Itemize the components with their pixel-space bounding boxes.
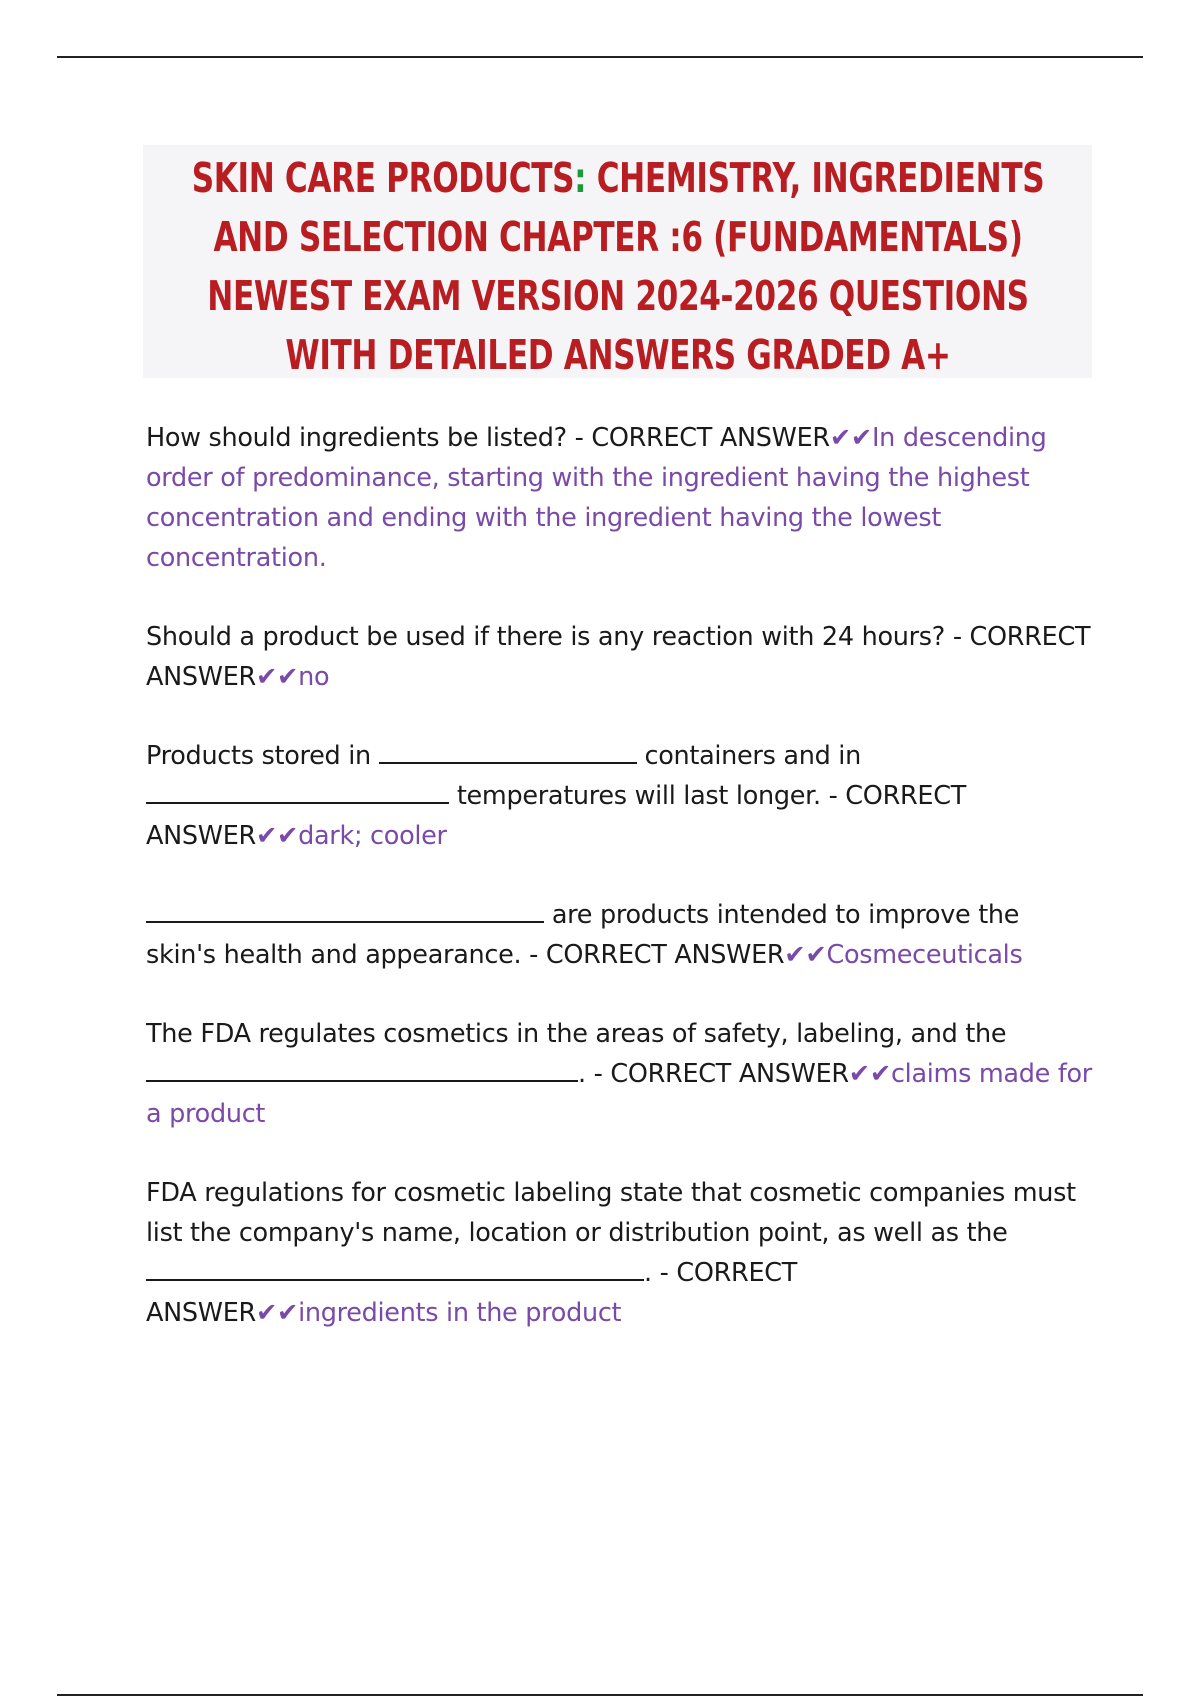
answer-text: no xyxy=(298,662,330,692)
qa-item-4 xyxy=(146,895,1096,975)
fill-blank-2 xyxy=(146,776,449,804)
check-mark-icon: ✔✔ xyxy=(255,1298,299,1328)
document-title xyxy=(158,149,1078,385)
bottom-rule xyxy=(57,1694,1143,1696)
answer-text: claims made for a product xyxy=(146,1059,1092,1129)
question-text-end: . xyxy=(644,1258,652,1288)
qa-item-1 xyxy=(146,418,1096,578)
correct-answer-marker: - CORRECT ANSWER xyxy=(529,940,785,970)
correct-answer-marker: - CORRECT ANSWER xyxy=(146,622,1091,692)
title-part-2: CHEMISTRY, INGREDIENTS AND SELECTION CHAPTER :6 (FUNDAMENTALS) NEWEST EXAM VERSION 2024-2026 QUESTIONS WITH DETAILED ANSWERS GRADED A+ xyxy=(207,154,1045,379)
check-mark-icon: ✔✔ xyxy=(784,940,827,970)
qa-item-3 xyxy=(146,736,1096,856)
fill-blank-1 xyxy=(379,736,637,764)
question-text: Should a product be used if there is any reaction with 24 hours? xyxy=(146,622,946,652)
correct-answer-marker: - CORRECT ANSWER xyxy=(146,781,967,851)
title-colon: : xyxy=(574,154,587,202)
question-text-end: . xyxy=(578,1059,586,1089)
answer-text: dark; cooler xyxy=(298,821,447,851)
fill-blank xyxy=(146,895,544,923)
question-text: The FDA regulates cosmetics in the areas of safety, labeling, and the xyxy=(146,1019,1007,1049)
correct-answer-marker: - CORRECT ANSWER xyxy=(593,1059,849,1089)
question-text-end: temperatures will last longer. xyxy=(456,781,821,811)
check-mark-icon: ✔✔ xyxy=(255,821,299,851)
answer-text: Cosmeceuticals xyxy=(826,940,1023,970)
answer-text: ingredients in the product xyxy=(298,1298,622,1328)
correct-answer-marker: - CORRECT ANSWER xyxy=(146,1258,798,1328)
question-text-mid: containers and in xyxy=(644,741,861,771)
check-mark-icon: ✔✔ xyxy=(848,1059,891,1089)
qa-item-6 xyxy=(146,1173,1096,1333)
answer-text: In descending order of predominance, starting with the ingredient having the highest concentration and ending with the ingredient having the lowest concentration. xyxy=(146,423,1047,573)
title-part-1: SKIN CARE PRODUCTS xyxy=(191,154,575,202)
fill-blank xyxy=(146,1054,578,1082)
check-mark-icon: ✔✔ xyxy=(829,423,872,453)
correct-answer-marker: - CORRECT ANSWER xyxy=(574,423,830,453)
qa-list xyxy=(146,418,1096,1372)
qa-item-5 xyxy=(146,1014,1096,1134)
question-text: How should ingredients be listed? xyxy=(146,423,567,453)
question-text-end: are products intended to improve the skin's health and appearance. xyxy=(146,900,1020,970)
check-mark-icon: ✔✔ xyxy=(255,662,299,692)
question-text: Products stored in xyxy=(146,741,371,771)
fill-blank xyxy=(146,1253,644,1281)
top-rule xyxy=(57,56,1143,58)
qa-item-2 xyxy=(146,617,1096,697)
title-banner xyxy=(143,145,1092,378)
question-text: FDA regulations for cosmetic labeling state that cosmetic companies must list the company's name, location or distribution point, as well as the xyxy=(146,1178,1076,1248)
